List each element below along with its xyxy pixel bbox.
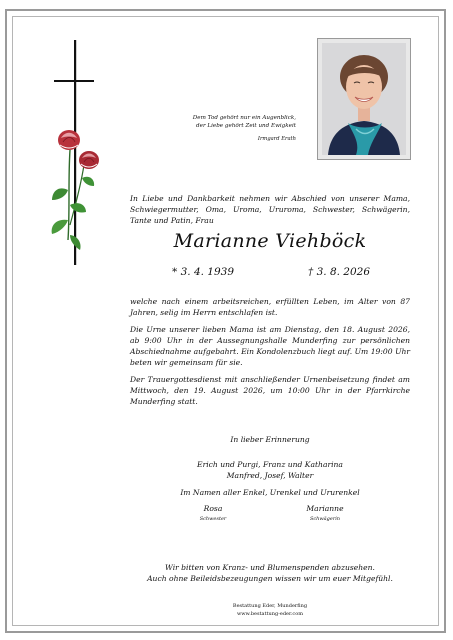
family-line-2: Manfred, Josef, Walter [226, 471, 314, 480]
family-line-1: Erich und Purgi, Franz und Katharina [197, 460, 343, 469]
signature-relation-rosa: Schwester [199, 516, 227, 522]
death-date: † 3. 8. 2026 [308, 266, 371, 278]
portrait-photo [317, 38, 411, 160]
signature-name-rosa: Rosa [203, 504, 223, 513]
birth-date: * 3. 4. 1939 [172, 266, 235, 278]
signature-relation-marianne: Schwägerin [309, 516, 341, 522]
signature-name-marianne: Marianne [306, 504, 344, 513]
footer-company: Bestattung Eder, Munderfing [232, 603, 308, 609]
grandchildren-line: Im Namen aller Enkel, Urenkel und Ururenkel [180, 488, 360, 497]
paragraph-viewing: Die Urne unserer lieben Mama ist am Dienstag, den 18. August 2026, ab 9:00 Uhr in der Aussegnungshalle Munderfing zur persönlichen Abschiednahme aufgebahrt. Ein Kondolenzbuch liegt auf. Um 19:00 Uhr beten wir gemeinsam für sie. [130, 325, 410, 368]
footer-website: www.bestattung-eder.com [236, 611, 303, 617]
quote-line-1: Dem Tod gehört nur ein Augenblick, [192, 115, 296, 121]
intro-text: In Liebe und Dankbarkeit nehmen wir Abschied von unserer Mama, Schwiegermutter, Oma, Uroma, Ururoma, Schwester, Schwägerin, Tante und Patin, Frau [130, 194, 410, 226]
cross-with-roses-image [40, 40, 120, 270]
paragraph-service: Der Trauergottesdienst mit anschließender Urnenbeisetzung findet am Mittwoch, den 19. August 2026, um 10:00 Uhr in der Pfarrkirche Munderfing statt. [130, 375, 410, 407]
portrait-image [322, 43, 406, 155]
deceased-name: Marianne Viehböck [173, 230, 367, 252]
quote-line-2: der Liebe gehört Zeit und Ewigkeit [196, 123, 296, 129]
memory-line: In lieber Erinnerung [230, 435, 310, 444]
quote-block [148, 114, 296, 143]
closing-line-1: Wir bitten von Kranz- und Blumenspenden abzusehen. [165, 563, 375, 572]
quote-author: Irmgard Erath [257, 136, 296, 142]
paragraph-life: welche nach einem arbeitsreichen, erfüllten Leben, im Alter von 87 Jahren, selig im Herrn entschlafen ist. [130, 297, 410, 318]
closing-line-2: Auch ohne Beileidsbezeugungen wissen wir um euer Mitgefühl. [147, 574, 393, 583]
